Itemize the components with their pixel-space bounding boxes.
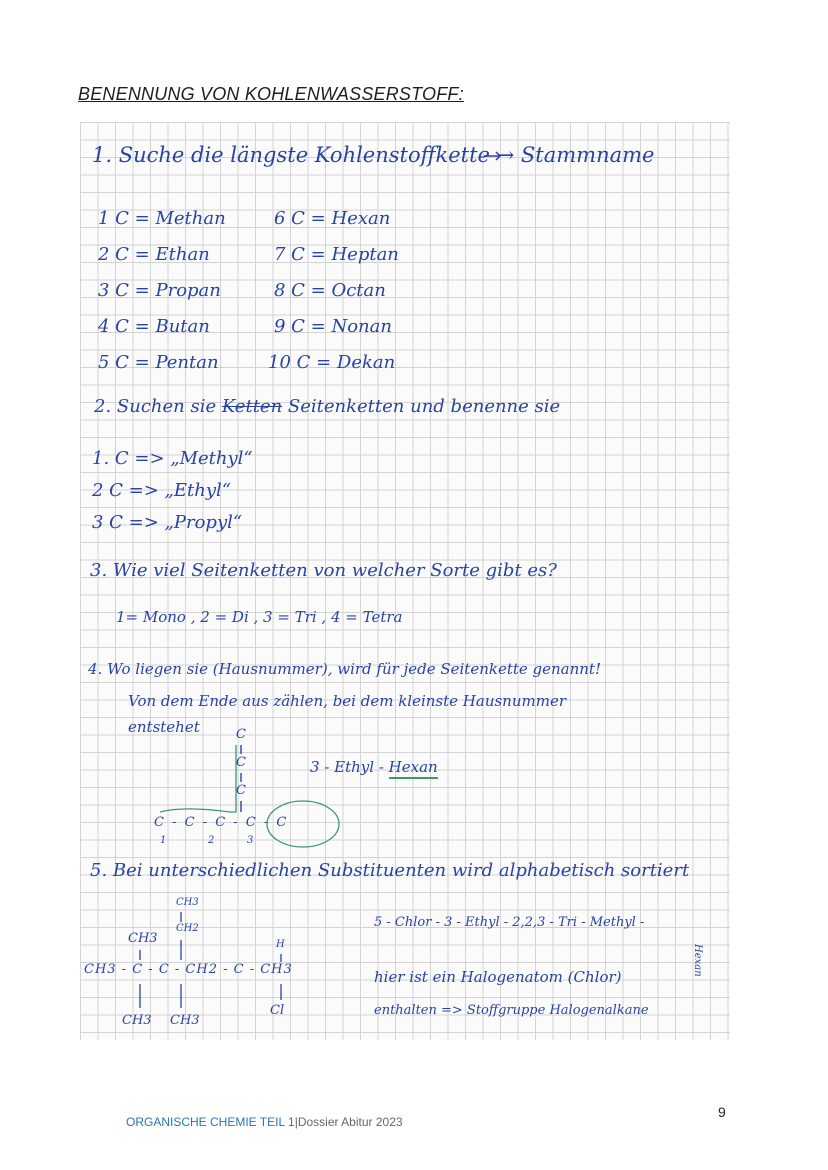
halogen-note-1: hier ist ein Halogenatom (Chlor) [374,968,622,986]
longest-chain-circle [267,801,339,847]
step-5-text: 5. Bei unterschiedlichen Substituenten wird alphabetisch sortiert [90,860,690,881]
alkane-left-5: 5 C = Pentan [98,352,219,373]
step-3-text: 3. Wie viel Seitenketten von welcher Sorte gibt es? [90,560,557,581]
alkane-left-2: 2 C = Ethan [98,244,210,265]
main-chain: C - C - C - C - C [154,815,289,830]
side-chain-3: 3 C => „Propyl“ [92,512,243,533]
side-chain-2: 2 C => „Ethyl“ [92,480,231,501]
ch2-group: CH2 [176,923,199,934]
step-2-after: Seitenketten und benenne sie [287,396,561,417]
chlorine-atom: Cl [270,1003,285,1018]
example-2-main-line: CH3 - C - C - CH2 - C - CH3 [84,962,293,977]
example-2-name-tail: Hexan [692,944,703,977]
side-chain-1: 1. C => „Methyl“ [92,448,253,469]
alkane-right-1: 6 C = Hexan [274,208,391,229]
example-2-name: 5 - Chlor - 3 - Ethyl - 2,2,3 - Tri - Methyl - [374,915,645,930]
page-heading: BENENNUNG VON KOHLENWASSERSTOFF: [78,84,464,104]
chain-number-1: 1 [160,835,167,846]
top-ch3: CH3 [176,897,199,908]
alkane-right-3: 8 C = Octan [274,280,386,301]
ethyl-carbon-2: C [236,755,246,770]
alkane-left-4: 4 C = Butan [98,316,210,337]
example-1-name-stem: Hexan [389,758,438,779]
step-1-text: 1. Suche die längste Kohlenstoffkette → Stammname [92,143,655,167]
footer-rest: |Dossier Abitur 2023 [294,1115,403,1129]
alkane-right-5: 10 C = Dekan [268,352,396,373]
alkane-left-3: 3 C = Propan [98,280,221,301]
step-4-line-2: Von dem Ende aus zählen, bei dem kleinste Hausnummer [128,692,566,710]
prefix-list: 1= Mono , 2 = Di , 3 = Tri , 4 = Tetra [116,608,403,626]
alkane-left-1: 1 C = Methan [98,208,226,229]
left-ch3-top: CH3 [128,931,158,946]
example-1-name-prefix: 3 - Ethyl - [310,758,389,776]
hydrogen-atom: H [276,939,285,950]
step-4-line-1: 4. Wo liegen sie (Hausnummer), wird für jede Seitenkette genannt! [88,660,601,678]
page-number: 9 [718,1104,726,1120]
footer [126,1115,403,1129]
longest-chain-highlight [160,745,236,812]
halogen-note-2: enthalten => Stoffgruppe Halogenalkane [374,1003,649,1018]
bottom-ch3-b: CH3 [170,1013,200,1028]
chain-number-2: 2 [208,835,215,846]
step-2-before: 2. Suchen sie [94,396,217,417]
alkane-right-2: 7 C = Heptan [274,244,399,265]
step-2-struck-word: Ketten [221,396,283,417]
chain-number-3: 3 [247,835,254,846]
alkane-right-4: 9 C = Nonan [274,316,392,337]
ethyl-carbon-3: C [236,783,246,798]
bottom-ch3-a: CH3 [122,1013,152,1028]
step-1-arrow [484,152,500,160]
step-4-line-3: entstehet [128,718,200,736]
footer-brand: ORGANISCHE CHEMIE TEIL 1 [126,1115,295,1129]
ethyl-carbon-1: C [236,727,246,742]
